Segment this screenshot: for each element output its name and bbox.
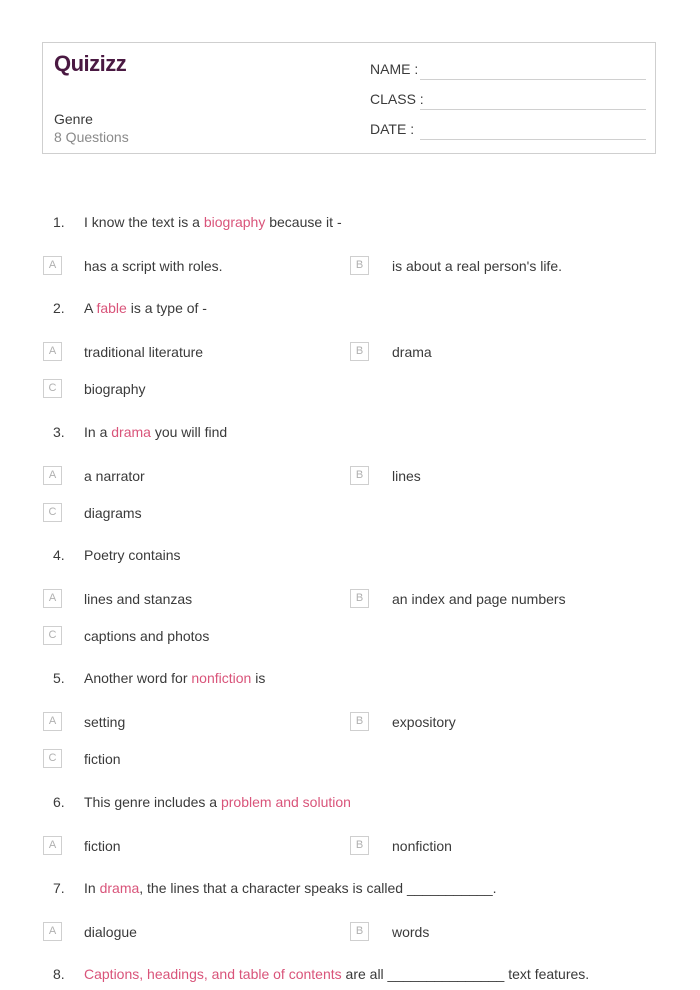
option-letter-box: C xyxy=(43,749,62,768)
worksheet-header xyxy=(42,42,656,154)
option-text: traditional literature xyxy=(84,344,204,360)
option-letter-box: A xyxy=(43,589,62,608)
option-text: lines xyxy=(392,468,421,484)
option-text: nonfiction xyxy=(392,838,452,854)
option-letter-box: A xyxy=(43,342,62,361)
question-text xyxy=(84,547,181,563)
option-letter-box: C xyxy=(43,626,62,645)
option-letter-box: A xyxy=(43,256,62,275)
date-field xyxy=(370,121,414,137)
question-text-part: is xyxy=(251,670,266,686)
highlighted-term: Captions, headings, and table of contents xyxy=(84,966,342,982)
name-field xyxy=(370,61,418,77)
option-text: lines and stanzas xyxy=(84,591,193,607)
highlighted-term: fable xyxy=(96,300,127,316)
question-text-part: because it - xyxy=(265,214,342,230)
quizizz-logo: Quizizz xyxy=(54,51,127,76)
question-text-part: Another word for xyxy=(84,670,192,686)
question-text xyxy=(84,424,227,440)
question-text-part: In a xyxy=(84,424,112,440)
question-text xyxy=(84,794,351,810)
question-number: 4. xyxy=(53,547,65,563)
name-label: NAME : xyxy=(370,61,419,77)
question-number: 1. xyxy=(53,214,65,230)
question-text xyxy=(84,880,497,896)
option-text: biography xyxy=(84,381,146,397)
question-text xyxy=(84,214,342,230)
question-number: 7. xyxy=(53,880,65,896)
question-text-part: you will find xyxy=(150,424,228,440)
question-number: 3. xyxy=(53,424,65,440)
question-count: 8 Questions xyxy=(54,129,129,145)
date-label: DATE : xyxy=(370,121,415,137)
option-text: a narrator xyxy=(84,468,145,484)
highlighted-term: nonfiction xyxy=(191,670,252,686)
highlighted-term: biography xyxy=(203,214,266,230)
question-number: 5. xyxy=(53,670,65,686)
option-letter-box: A xyxy=(43,712,62,731)
question-number: 8. xyxy=(53,966,65,982)
question-text-part: are all _______________ text features. xyxy=(341,966,590,982)
highlighted-term: drama xyxy=(111,424,151,440)
option-text: setting xyxy=(84,714,126,730)
question-text xyxy=(84,966,589,982)
class-line xyxy=(420,109,646,110)
option-letter-box: C xyxy=(43,379,62,398)
option-text: dialogue xyxy=(84,924,137,940)
option-letter-box: B xyxy=(350,256,369,275)
highlighted-term: problem and solution xyxy=(220,794,351,810)
name-line xyxy=(420,79,646,80)
option-letter-box: C xyxy=(43,503,62,522)
class-label: CLASS : xyxy=(370,91,424,107)
option-text: an index and page numbers xyxy=(392,591,566,607)
highlighted-term: drama xyxy=(99,880,140,896)
option-letter-box: A xyxy=(43,836,62,855)
question-text-part: is a type of - xyxy=(126,300,207,316)
option-text: diagrams xyxy=(84,505,142,521)
option-text: expository xyxy=(392,714,456,730)
option-text: words xyxy=(392,924,430,940)
date-line xyxy=(420,139,646,140)
option-text: fiction xyxy=(84,751,121,767)
option-text: has a script with roles. xyxy=(84,258,223,274)
option-letter-box: B xyxy=(350,712,369,731)
question-text xyxy=(84,300,207,316)
option-letter-box: B xyxy=(350,466,369,485)
option-text: drama xyxy=(392,344,432,360)
option-letter-box: B xyxy=(350,922,369,941)
option-letter-box: B xyxy=(350,342,369,361)
option-text: fiction xyxy=(84,838,121,854)
question-text-part: Poetry contains xyxy=(84,547,181,563)
question-text xyxy=(84,670,265,686)
question-text-part: , the lines that a character speaks is called ___________. xyxy=(139,880,497,896)
question-text-part: A xyxy=(84,300,97,316)
option-letter-box: A xyxy=(43,922,62,941)
question-number: 6. xyxy=(53,794,65,810)
class-field xyxy=(370,91,424,107)
question-text-part: In xyxy=(84,880,100,896)
option-letter-box: B xyxy=(350,836,369,855)
option-letter-box: B xyxy=(350,589,369,608)
question-text-part: I know the text is a xyxy=(84,214,204,230)
option-letter-box: A xyxy=(43,466,62,485)
question-text-part: This genre includes a xyxy=(84,794,221,810)
option-text: captions and photos xyxy=(84,628,210,644)
quiz-title: Genre xyxy=(54,111,93,127)
option-text: is about a real person's life. xyxy=(392,258,562,274)
question-number: 2. xyxy=(53,300,65,316)
